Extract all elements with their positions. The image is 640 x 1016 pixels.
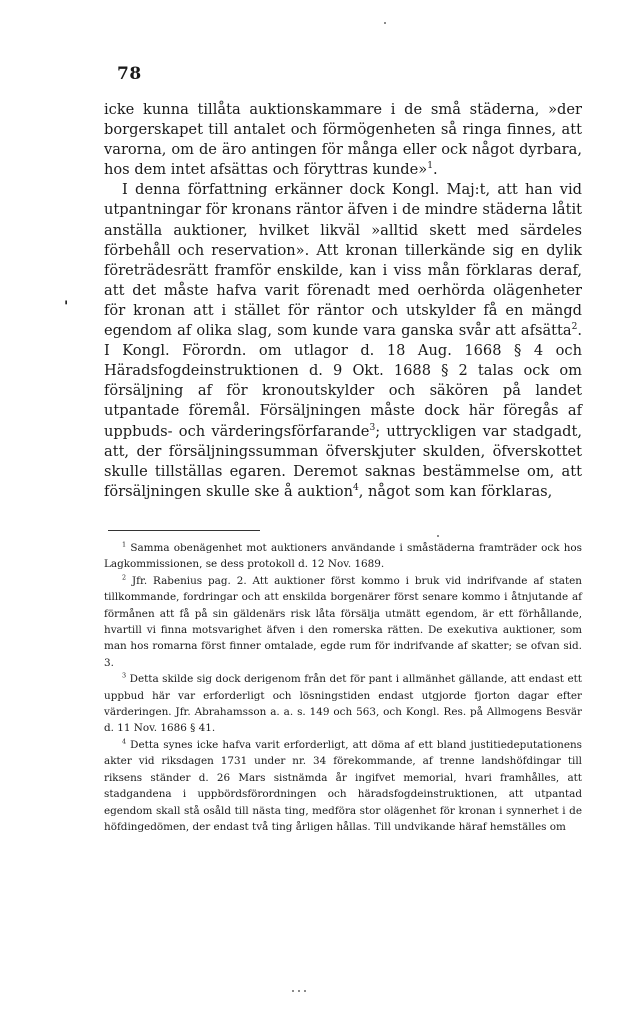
speck (437, 535, 439, 537)
footnote-mark: 3 (122, 671, 127, 680)
footnote-text: Samma obenägenhet mot auktioners användande i småstäderna framträder ock hos Lagkommissionen, se dess protokoll d. 12 Nov. 1689. (104, 542, 582, 571)
footnote-mark: 1 (122, 540, 127, 549)
body-paragraph (104, 100, 582, 180)
speck (304, 990, 306, 992)
footnote-rule (108, 530, 260, 531)
speck (298, 990, 300, 992)
footnote-text: Jfr. Rabenius pag. 2. Att auktioner först kommo i bruk vid indrifvande af staten tillkommande, fordringar och att enskilda borgenärer först senare kommo i åtnjutande af förmånen att få på sin gäldenärs risk låta försälja utmätt egendom, är ett förhållande, hvartill vi finna motsvarighet äfven i den romerska rätten. De exekutiva auktioner, som man hos romarna först finner omtalade, egde rum för indrifvande af skatter; se ofvan sid. 3. (104, 574, 582, 669)
paragraph-text: ; uttryckligen var stadgadt, att, der försäljningssumman öfverskjuter skulden, öfverskottet skulle tillställas egaren. Deremot saknas bestämmelse om, att försäljningen skulle ske å auktion (104, 422, 582, 500)
speck (292, 990, 294, 992)
footnote-reference: 4 (352, 482, 359, 493)
paragraph-text: . (432, 161, 438, 179)
footnote-reference: 2 (571, 322, 578, 333)
page-number: 78 (117, 64, 142, 84)
footnote-mark: 2 (122, 573, 127, 582)
margin-mark: ' (64, 299, 69, 315)
body-text (104, 100, 582, 502)
paragraph-text: , något som kan förklaras, (358, 482, 553, 500)
footnote-text: Detta skilde sig dock derigenom från det för pant i allmänhet gällande, att endast ett uppbud här var erforderligt och lösningstiden endast utgjorde fjorton dagar efter värderingen. Jfr. Abrahamsson a. a. s. 149 och 563, och Kongl. Res. på Allmogens Besvär d. 11 Nov. 1686 § 41. (104, 673, 582, 735)
footnotes (104, 540, 582, 835)
footnote (104, 671, 582, 737)
footnote (104, 540, 582, 573)
footnote (104, 737, 582, 835)
paragraph-text: . I Kongl. Förordn. om utlagor d. 18 Aug. 1668 § 4 och Häradsfogdeinstruktionen d. 9 Okt. 1688 § 2 talas ock om försäljning af för kronoutskylder och säkören på landet utpantade föremål. Försäljningen måste dock här föregås af uppbuds- och värderingsförfarande (104, 322, 582, 440)
footnote-mark: 4 (122, 737, 127, 746)
footnote-reference: 3 (369, 422, 376, 433)
speck (384, 22, 386, 24)
paragraph-text: I denna författning erkänner dock Kongl. Maj:t, att han vid utpantningar för kronans räntor äfven i de mindre städerna låtit anställa auktioner, hvilket likväl »alltid skett med särdeles förbehåll och reservation». Att kronan tillerkände sig en dylik företrädesrätt framför enskilde, kan i viss mån förklaras deraf, att det måste hafva varit förenadt med oerhörda olägenheter för kronan att i stället för räntor och utskylder få en mängd egendom af olika slag, som kunde vara ganska svår att afsätta (104, 181, 582, 340)
paragraph-text: icke kunna tillåta auktionskammare i de små städerna, »der borgerskapet till antalet och förmögenheten så ringa finnes, att varorna, om de äro antingen för många eller ock något dyrbara, hos dem intet afsättas och föryttras kunde» (104, 101, 582, 179)
footnote (104, 573, 582, 671)
footnote-reference: 1 (427, 161, 433, 172)
footnote-text: Detta synes icke hafva varit erforderligt, att döma af ett bland justitiedeputationens akter vid riksdagen 1731 under nr. 34 förekommande, af trenne landshöfdingar till riksens ständer d. 26 Mars sistnämda år ingifvet memorial, hvari framhålles, att stadgandena i uppbördsförordningen och häradsfogdeinstruktionen, att utpantad egendom skall stå osåld till nästa ting, medföra stor olägenhet för kronan i synnerhet i de höfdingedömen, der endast två ting årligen hållas. Till undvikande häraf hemställes om (104, 738, 582, 833)
body-paragraph (104, 180, 582, 502)
